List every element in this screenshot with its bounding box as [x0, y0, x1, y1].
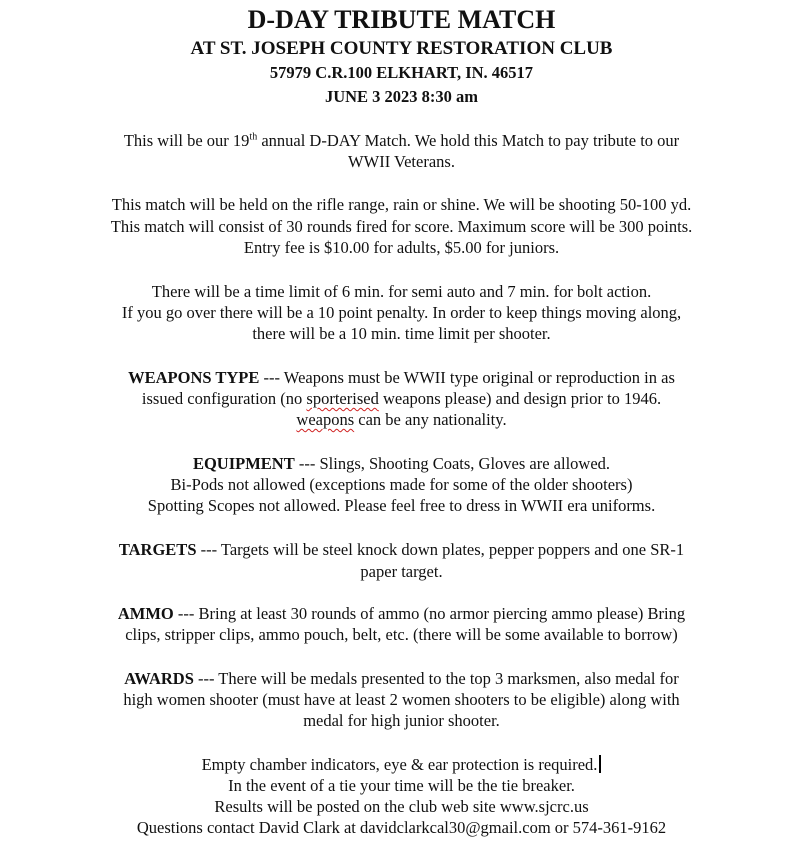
equipment-line-3: Spotting Scopes not allowed. Please feel free to dress in WWII era uniforms.: [147, 496, 656, 515]
weapons-heading: WEAPONS TYPE: [128, 368, 260, 387]
intro-line-1: [0, 130, 803, 151]
awards-line-2: high women shooter (must have at least 2 women shooters to be eligible) along with: [123, 690, 680, 709]
ordinal-suffix: th: [249, 131, 258, 143]
weapons-text-2-pre: issued configuration (no: [141, 389, 307, 408]
text-cursor: [599, 755, 601, 773]
date-time-line: JUNE 3 2023 8:30 am: [324, 87, 479, 106]
equipment-line-2: Bi-Pods not allowed (exceptions made for some of the older shooters): [170, 475, 633, 494]
weapons-text-3-post: can be any nationality.: [354, 410, 507, 429]
time-limit-line-2: If you go over there will be a 10 point penalty. In order to keep things moving along,: [121, 303, 682, 322]
intro-text-post: annual D-DAY Match. We hold this Match to pay tribute to our: [257, 131, 680, 150]
targets-heading: TARGETS: [118, 540, 197, 559]
intro-line-2: WWII Veterans.: [348, 152, 455, 171]
targets-line-1: [0, 539, 803, 560]
weapons-line-3: [0, 409, 803, 430]
time-limit-line-3: there will be a 10 min. time limit per shooter.: [252, 324, 551, 343]
ammo-line-1: [0, 603, 803, 624]
weapons-text-2-post: weapons please) and design prior to 1946.: [378, 389, 662, 408]
closing-line-4: Questions contact David Clark at davidclarkcal30@gmail.com or 574-361-9162: [136, 818, 667, 837]
venue-line: AT ST. JOSEPH COUNTY RESTORATION CLUB: [190, 38, 613, 59]
page-title: D-DAY TRIBUTE MATCH: [247, 5, 556, 34]
equipment-heading: EQUIPMENT: [192, 454, 295, 473]
targets-text-1: --- Targets will be steel knock down plates, pepper poppers and one SR-1: [196, 540, 685, 559]
awards-heading: AWARDS: [124, 669, 194, 688]
weapons-line-1: [0, 367, 803, 388]
spellcheck-flagged-word: weapons: [296, 410, 355, 429]
time-limit-line-1: There will be a time limit of 6 min. for semi auto and 7 min. for bolt action.: [151, 282, 652, 301]
awards-text-1: --- There will be medals presented to the top 3 marksmen, also medal for: [193, 669, 679, 688]
awards-line-3: medal for high junior shooter.: [303, 711, 500, 730]
weapons-line-2: [0, 388, 803, 409]
ammo-line-2: clips, stripper clips, ammo pouch, belt, etc. (there will be some available to borrow): [125, 625, 678, 644]
weapons-text-1: --- Weapons must be WWII type original or reproduction in as: [259, 368, 675, 387]
rules-line-1: This match will be held on the rifle range, rain or shine. We will be shooting 50-100 yd.: [111, 195, 692, 214]
equipment-text-1: --- Slings, Shooting Coats, Gloves are allowed.: [294, 454, 611, 473]
closing-line-1: [0, 754, 803, 775]
closing-line-3: Results will be posted on the club web site www.sjcrc.us: [214, 797, 589, 816]
spellcheck-flagged-word: sporterised: [306, 389, 379, 408]
closing-text-1: Empty chamber indicators, eye & ear protection is required.: [201, 755, 598, 774]
intro-text-pre: This will be our 19: [123, 131, 250, 150]
address-line: 57979 C.R.100 ELKHART, IN. 46517: [269, 63, 534, 82]
closing-line-2: In the event of a tie your time will be the tie breaker.: [228, 776, 575, 795]
rules-line-2: This match will consist of 30 rounds fired for score. Maximum score will be 300 points.: [110, 217, 693, 236]
rules-line-3: Entry fee is $10.00 for adults, $5.00 for juniors.: [243, 238, 560, 257]
targets-line-2: paper target.: [360, 562, 443, 581]
equipment-line-1: [0, 453, 803, 474]
awards-line-1: [0, 668, 803, 689]
ammo-text-1: --- Bring at least 30 rounds of ammo (no armor piercing ammo please) Bring: [173, 604, 686, 623]
ammo-heading: AMMO: [117, 604, 174, 623]
